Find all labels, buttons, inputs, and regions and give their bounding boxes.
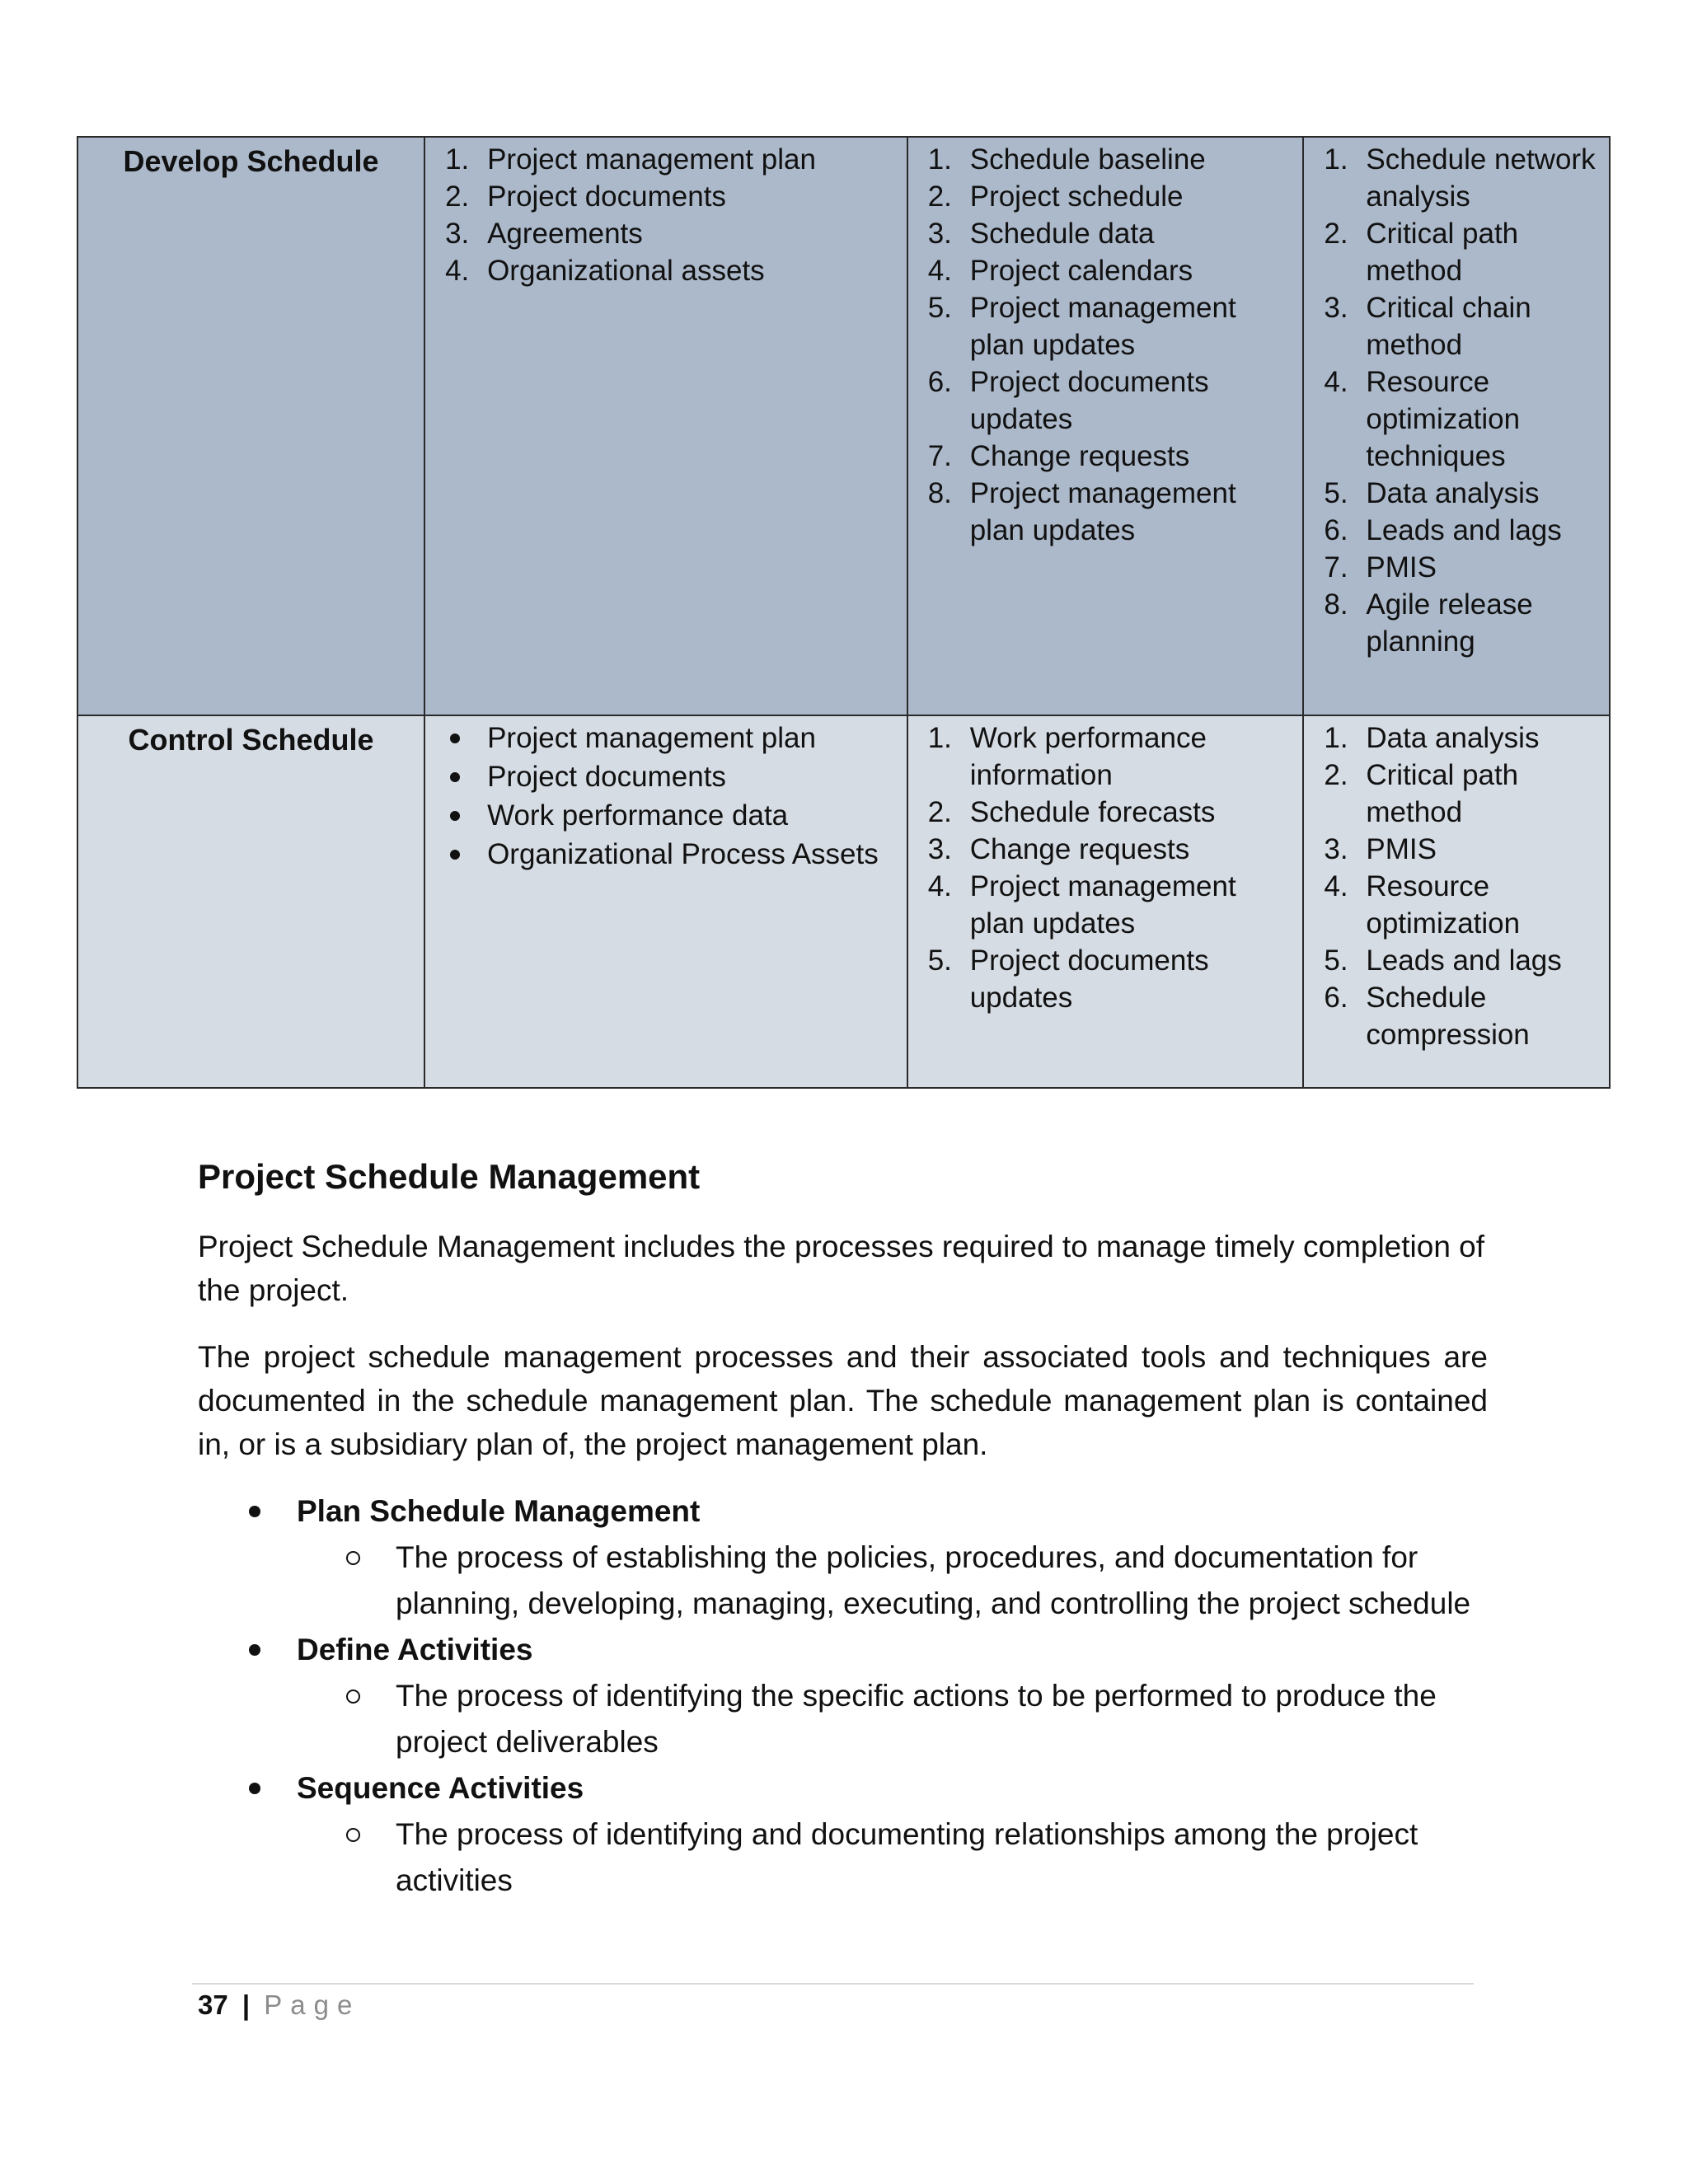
list-item-text: Project documents: [487, 180, 726, 213]
tools-list: [1314, 141, 1599, 660]
list-item: [1314, 586, 1599, 660]
list-number: 5.: [1324, 944, 1348, 977]
process-name-cell: [77, 715, 424, 1088]
list-item: [918, 438, 1293, 475]
list-item-text: Change requests: [969, 440, 1190, 472]
list-number: 1.: [927, 722, 952, 754]
list-item-text: Project documents updates: [969, 366, 1209, 435]
intro-paragraph: Project Schedule Management includes the processes required to manage timely completion of the project.: [198, 1230, 1485, 1307]
list-item: [918, 178, 1293, 215]
list-item-text: Data analysis: [1366, 477, 1540, 509]
list-item: [1314, 475, 1599, 512]
list-item-text: Project management plan: [487, 722, 816, 754]
process-description: The process of identifying and documenting relationships among the project activities: [396, 1817, 1418, 1897]
process-name-cell: [77, 137, 424, 715]
list-number: 1.: [445, 143, 470, 176]
list-item: [918, 252, 1293, 289]
list-number: 3.: [927, 218, 952, 250]
bullet-icon: [450, 811, 460, 821]
bullet-icon: [450, 850, 460, 860]
list-number: 2.: [927, 796, 952, 828]
list-number: 6.: [1324, 514, 1348, 546]
list-number: 2.: [927, 180, 952, 213]
list-item: [435, 215, 897, 252]
list-item: [1314, 512, 1599, 549]
list-item-text: Schedule network analysis: [1366, 143, 1596, 213]
list-number: 4.: [927, 255, 952, 287]
list-item: [435, 719, 897, 757]
description-paragraph: The project schedule management processes and their associated tools and techniques are documented in the schedule management plan. The schedule management plan is contained in, or is a subsidiary plan of, the project management plan.: [198, 1340, 1488, 1461]
list-item: [918, 868, 1293, 942]
page-label: Page: [264, 1990, 361, 2020]
process-description-item: [297, 1535, 1517, 1627]
list-item-text: Project schedule: [969, 180, 1184, 213]
inputs-cell: [424, 715, 907, 1088]
process-list-item: [198, 1627, 1517, 1765]
list-item-text: PMIS: [1366, 833, 1437, 865]
table-row-develop-schedule: [77, 137, 1610, 715]
list-number: 8.: [927, 477, 952, 509]
list-number: 3.: [1324, 833, 1348, 865]
list-item-text: Work performance information: [969, 722, 1207, 791]
list-item: [1314, 289, 1599, 363]
list-number: 6.: [927, 366, 952, 398]
list-number: 4.: [927, 870, 952, 902]
list-number: 5.: [1324, 477, 1348, 509]
list-number: 5.: [927, 944, 952, 977]
list-item-text: Project calendars: [969, 255, 1193, 287]
list-item: [918, 719, 1293, 794]
table-row-control-schedule: [77, 715, 1610, 1088]
list-item-text: Project management plan updates: [969, 477, 1236, 546]
bullet-icon: [450, 733, 460, 743]
list-number: 7.: [1324, 551, 1348, 583]
bullet-icon: [249, 1506, 260, 1517]
outputs-cell: [907, 137, 1304, 715]
list-item-text: PMIS: [1366, 551, 1437, 583]
list-item-text: Project management plan: [487, 143, 816, 176]
list-number: 5.: [927, 292, 952, 324]
list-item-text: Schedule baseline: [969, 143, 1206, 176]
process-description-item: [297, 1673, 1517, 1765]
hollow-bullet-icon: [346, 1828, 360, 1842]
process-list-item: [198, 1765, 1517, 1904]
list-item: [1314, 942, 1599, 979]
hollow-bullet-icon: [346, 1551, 360, 1565]
inputs-cell: [424, 137, 907, 715]
list-item: [918, 289, 1293, 363]
process-description: The process of identifying the specific actions to be performed to produce the project deliverables: [396, 1679, 1437, 1759]
bullet-icon: [450, 772, 460, 782]
list-item-text: Agile release planning: [1366, 588, 1533, 658]
list-number: 4.: [445, 255, 470, 287]
list-item: [918, 794, 1293, 831]
list-item: [918, 942, 1293, 1016]
list-item-text: Data analysis: [1366, 722, 1540, 754]
list-item: [918, 363, 1293, 438]
list-number: 3.: [445, 218, 470, 250]
list-number: 2.: [445, 180, 470, 213]
list-number: 3.: [1324, 292, 1348, 324]
list-item: [1314, 719, 1599, 757]
list-item: [1314, 868, 1599, 942]
list-item: [1314, 831, 1599, 868]
list-number: 4.: [1324, 366, 1348, 398]
list-item-text: Critical path method: [1366, 759, 1519, 828]
list-number: 2.: [1324, 759, 1348, 791]
process-name: Develop Schedule: [123, 144, 379, 178]
outputs-list: [918, 719, 1293, 1016]
process-description-item: [297, 1811, 1517, 1904]
list-item-text: Schedule forecasts: [969, 796, 1216, 828]
list-item: [435, 252, 897, 289]
list-item-text: Project documents: [487, 761, 726, 793]
inputs-list: [435, 719, 897, 873]
outputs-list: [918, 141, 1293, 549]
list-number: 1.: [1324, 722, 1348, 754]
process-name: Control Schedule: [128, 723, 374, 757]
list-item-text: Project documents updates: [969, 944, 1209, 1014]
list-item-text: Schedule data: [969, 218, 1155, 250]
tools-cell: [1303, 137, 1610, 715]
list-item: [918, 215, 1293, 252]
process-description: The process of establishing the policies, procedures, and documentation for planning, developing, managing, executing, and controlling the project schedule: [396, 1540, 1471, 1620]
list-number: 8.: [1324, 588, 1348, 621]
tools-list: [1314, 719, 1599, 1053]
list-item-text: Work performance data: [487, 799, 789, 832]
list-item-text: Organizational assets: [487, 255, 765, 287]
list-number: 3.: [927, 833, 952, 865]
list-item: [1314, 979, 1599, 1053]
list-item-text: Critical path method: [1366, 218, 1519, 287]
list-item-text: Organizational Process Assets: [487, 838, 879, 870]
list-item: [918, 831, 1293, 868]
hollow-bullet-icon: [346, 1690, 360, 1704]
section-heading: Project Schedule Management: [198, 1157, 701, 1196]
list-item-text: Project management plan updates: [969, 870, 1236, 940]
list-item: [435, 141, 897, 178]
process-title: Plan Schedule Management: [297, 1494, 701, 1528]
list-item: [918, 475, 1293, 549]
list-item: [1314, 141, 1599, 215]
list-item-text: Resource optimization techniques: [1366, 366, 1521, 472]
inputs-list: [435, 141, 897, 289]
list-item: [1314, 215, 1599, 289]
list-item: [435, 836, 897, 873]
list-item-text: Resource optimization: [1366, 870, 1521, 940]
list-item: [1314, 549, 1599, 586]
list-item: [1314, 757, 1599, 831]
list-item-text: Schedule compression: [1366, 982, 1530, 1051]
list-number: 2.: [1324, 218, 1348, 250]
list-item: [435, 797, 897, 834]
page-number: 37: [198, 1990, 228, 2020]
list-number: 4.: [1324, 870, 1348, 902]
list-item-text: Leads and lags: [1366, 514, 1562, 546]
list-number: 6.: [1324, 982, 1348, 1014]
list-item: [435, 758, 897, 795]
list-item: [918, 141, 1293, 178]
list-item-text: Change requests: [969, 833, 1190, 865]
footer-separator: |: [241, 1990, 251, 2020]
page-footer: [198, 1986, 360, 2024]
list-item-text: Agreements: [487, 218, 643, 250]
process-title: Sequence Activities: [297, 1771, 584, 1805]
list-number: 7.: [927, 440, 952, 472]
list-item-text: Leads and lags: [1366, 944, 1562, 977]
process-list-item: [198, 1488, 1517, 1627]
tools-cell: [1303, 715, 1610, 1088]
list-item: [435, 178, 897, 215]
outputs-cell: [907, 715, 1304, 1088]
list-number: 1.: [1324, 143, 1348, 176]
list-item: [1314, 363, 1599, 475]
list-item-text: Project management plan updates: [969, 292, 1236, 361]
list-item-text: Critical chain method: [1366, 292, 1531, 361]
list-number: 1.: [927, 143, 952, 176]
process-table: [77, 136, 1611, 1089]
bullet-icon: [249, 1783, 260, 1794]
bullet-icon: [249, 1644, 260, 1656]
process-list: [198, 1488, 1517, 1904]
footer-divider: [192, 1983, 1474, 1985]
process-title: Define Activities: [297, 1633, 533, 1666]
